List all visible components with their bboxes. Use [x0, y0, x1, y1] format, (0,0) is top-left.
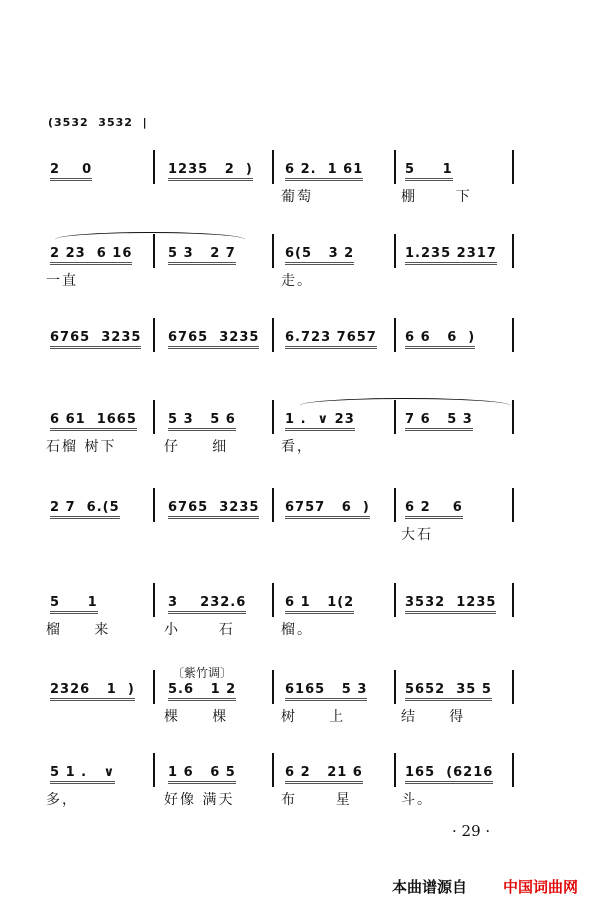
- barline: [272, 400, 274, 434]
- measure-notes: 3 232.6: [168, 595, 246, 614]
- barline: [512, 400, 514, 434]
- source-site-logo: 中国词曲网: [503, 878, 579, 896]
- measure-notes: 6757 6 ): [285, 500, 370, 519]
- measure-notes: 5 1: [405, 162, 453, 181]
- score-row: [0, 246, 600, 306]
- measure-notes: 6.723 7657: [285, 330, 377, 349]
- measure-lyrics: 葡萄: [281, 189, 313, 205]
- measure-notes: 5.6 1 2: [168, 682, 236, 701]
- barline: [272, 583, 274, 617]
- slur: [55, 232, 245, 247]
- measure-lyrics: 小 石: [164, 622, 235, 638]
- barline: [512, 318, 514, 352]
- measure-notes: 6(5 3 2: [285, 246, 354, 265]
- measure-lyrics: 布 星: [281, 792, 352, 808]
- measure-notes: 6165 5 3: [285, 682, 367, 701]
- measure-lyrics: 仔 细: [164, 439, 229, 455]
- measure-notes: 5652 35 5: [405, 682, 492, 701]
- measure-lyrics: 石榴 树下: [46, 439, 117, 455]
- barline: [512, 150, 514, 184]
- measure-lyrics: 大石: [401, 527, 433, 543]
- measure-lyrics: 结 得: [401, 709, 466, 725]
- measure-notes: 5 3 2 7: [168, 246, 236, 265]
- measure-notes: 5 3 5 6: [168, 412, 236, 431]
- barline: [153, 753, 155, 787]
- measure-notes: 6 6 6 ): [405, 330, 475, 349]
- measure-notes: 165 (6216: [405, 765, 493, 784]
- measure-notes: 2 0: [50, 162, 92, 181]
- barline: [272, 234, 274, 268]
- measure-notes: 6 2. 1 61: [285, 162, 363, 181]
- measure-notes: 2 23 6 16: [50, 246, 132, 265]
- measure-lyrics: 一直: [46, 273, 78, 289]
- measure-notes: 1.235 2317: [405, 246, 497, 265]
- measure-notes: 1235 2 ): [168, 162, 253, 181]
- intro-notes: (3532 3532 |: [48, 116, 148, 129]
- measure-lyrics: 走。: [281, 273, 313, 289]
- barline: [153, 583, 155, 617]
- barline: [272, 150, 274, 184]
- barline: [153, 400, 155, 434]
- measure-lyrics: 树 上: [281, 709, 346, 725]
- measure-notes: 6765 3235: [50, 330, 141, 349]
- score-row: [0, 682, 600, 742]
- slur: [300, 398, 510, 413]
- measure-lyrics: 多，: [46, 792, 78, 808]
- measure-lyrics: 棵 棵: [164, 709, 229, 725]
- barline: [512, 670, 514, 704]
- barline: [272, 753, 274, 787]
- measure-notes: 1 . ∨ 23: [285, 412, 355, 431]
- score-row: [0, 500, 600, 560]
- barline: [512, 488, 514, 522]
- measure-notes: 6 2 6: [405, 500, 463, 519]
- measure-notes: 1 6 6 5: [168, 765, 236, 784]
- measure-lyrics: 榴 来: [46, 622, 111, 638]
- barline: [394, 670, 396, 704]
- measure-lyrics: 看，: [281, 439, 313, 455]
- barline: [394, 753, 396, 787]
- source-text: 本曲谱源自: [392, 878, 468, 896]
- barline: [394, 234, 396, 268]
- section-label: 〔紫竹调〕: [172, 666, 233, 680]
- barline: [394, 583, 396, 617]
- barline: [512, 234, 514, 268]
- barline: [153, 150, 155, 184]
- page-number: · 29 ·: [452, 822, 491, 840]
- barline: [153, 318, 155, 352]
- barline: [153, 488, 155, 522]
- barline: [394, 150, 396, 184]
- barline: [272, 318, 274, 352]
- measure-notes: 6 61 1665: [50, 412, 137, 431]
- score-row: [0, 765, 600, 825]
- barline: [512, 753, 514, 787]
- measure-notes: 6 2 21 6: [285, 765, 363, 784]
- measure-lyrics: 好像 满天: [164, 792, 235, 808]
- measure-notes: 2 7 6.(5: [50, 500, 120, 519]
- score-row: [0, 330, 600, 390]
- measure-notes: 2326 1 ): [50, 682, 135, 701]
- barline: [272, 488, 274, 522]
- measure-lyrics: 棚 下: [401, 189, 472, 205]
- barline: [272, 670, 274, 704]
- measure-lyrics: 榴。: [281, 622, 313, 638]
- score-row: [0, 595, 600, 655]
- measure-lyrics: 斗。: [401, 792, 433, 808]
- measure-notes: 3532 1235: [405, 595, 496, 614]
- measure-notes: 5 1: [50, 595, 98, 614]
- measure-notes: 6765 3235: [168, 330, 259, 349]
- measure-notes: 6 1 1(2: [285, 595, 354, 614]
- score-row: [0, 412, 600, 472]
- measure-notes: 5 1 . ∨: [50, 765, 115, 784]
- score-row: [0, 162, 600, 222]
- barline: [394, 318, 396, 352]
- barline: [512, 583, 514, 617]
- measure-notes: 6765 3235: [168, 500, 259, 519]
- barline: [394, 488, 396, 522]
- barline: [153, 670, 155, 704]
- measure-notes: 7 6 5 3: [405, 412, 473, 431]
